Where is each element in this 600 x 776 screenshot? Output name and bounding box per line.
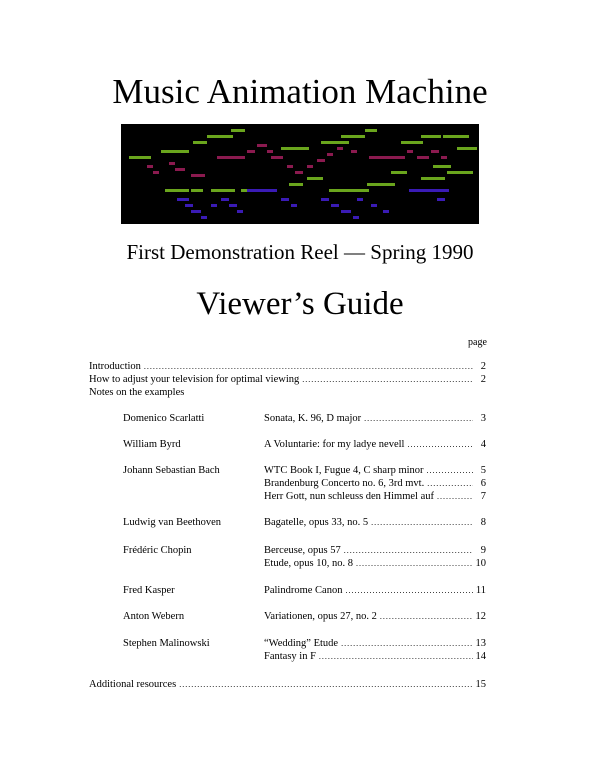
note-bar [383,210,389,213]
note-bar [211,189,235,192]
note-bar [421,135,441,138]
toc-page: 15 [475,679,486,690]
note-bar [267,150,273,153]
toc-entry-work[interactable] [264,544,486,557]
note-bar [191,189,203,192]
work-title: Berceuse, opus 57 [264,545,341,556]
work-title: Brandenburg Concerto no. 6, 3rd mvt. [264,478,425,489]
composer-name: William Byrd [123,439,181,450]
composer-name: Anton Webern [123,611,185,622]
page-column-header: page [468,337,487,348]
dot-leader [427,464,473,477]
toc-page: 10 [475,558,486,569]
dot-leader [302,373,473,386]
dot-leader [341,637,472,650]
note-bar [161,150,189,153]
note-bar [169,162,175,165]
toc-page: 13 [475,638,486,649]
toc-page: 2 [480,361,486,372]
toc-entry-work[interactable] [264,490,486,503]
toc-page: 5 [480,465,486,476]
toc-page: 3 [480,413,486,424]
toc-entry-work[interactable] [264,637,486,650]
note-bar [153,171,159,174]
composer-name: Stephen Malinowski [123,638,210,649]
subtitle: First Demonstration Reel — Spring 1990 [126,240,474,264]
work-title: Fantasy in F [264,651,316,662]
note-bar [177,198,189,201]
note-bar [443,135,469,138]
dot-leader [437,490,473,503]
toc-entry-work[interactable] [264,516,486,529]
note-bar [437,198,445,201]
note-bar [229,204,237,207]
note-bar [201,216,207,219]
note-bar [185,204,193,207]
toc-page: 2 [480,374,486,385]
note-bar [341,210,351,213]
dot-leader [371,516,473,529]
note-bar [291,204,297,207]
music-animation-image [121,124,479,224]
work-title: Etude, opus 10, no. 8 [264,558,353,569]
note-bar [367,183,395,186]
note-bar [351,150,357,153]
work-title: Herr Gott, nun schleuss den Himmel auf [264,491,435,502]
dot-leader [144,360,473,373]
note-bar [331,204,339,207]
toc-label: Introduction [89,361,141,372]
note-bar [321,141,349,144]
note-bar [191,210,201,213]
composer-name: Frédéric Chopin [123,545,192,556]
note-bar [193,141,207,144]
piano-roll-graphic [121,124,479,224]
dot-leader [319,650,473,663]
dot-leader [380,610,473,623]
note-bar [353,216,359,219]
toc-entry-work[interactable] [264,464,486,477]
note-bar [329,189,369,192]
toc-entry-notes [89,386,486,399]
composer-name: Ludwig van Beethoven [123,517,221,528]
toc-page: 7 [480,491,486,502]
dot-leader [345,584,472,597]
note-bar [391,171,407,174]
note-bar [165,189,189,192]
toc-entry-work[interactable] [264,438,486,451]
note-bar [441,156,447,159]
note-bar [369,156,405,159]
note-bar [129,156,151,159]
toc-page: 12 [475,611,486,622]
note-bar [421,177,445,180]
dot-leader [364,412,473,425]
toc-entry-work[interactable] [264,584,486,597]
note-bar [321,198,329,201]
composer-name: Domenico Scarlatti [123,413,205,424]
note-bar [357,198,363,201]
work-title: Sonata, K. 96, D major [264,413,362,424]
work-title: Bagatelle, opus 33, no. 5 [264,517,369,528]
toc-label: Additional resources [89,679,177,690]
note-bar [431,150,439,153]
note-bar [147,165,153,168]
note-bar [447,171,473,174]
toc-page: 11 [475,585,486,596]
toc-page: 9 [480,545,486,556]
toc-entry-introduction[interactable] [89,360,486,373]
note-bar [417,156,429,159]
toc-page: 14 [475,651,486,662]
toc-entry-additional-resources[interactable] [89,678,486,691]
note-bar [317,159,325,162]
guide-title: Viewer’s Guide [196,286,404,322]
work-title: Variationen, opus 27, no. 2 [264,611,377,622]
note-bar [221,198,229,201]
note-bar [371,204,377,207]
note-bar [287,165,293,168]
toc-entry-work[interactable] [264,477,486,490]
note-bar [247,189,277,192]
note-bar [307,177,323,180]
dot-leader [344,544,473,557]
note-bar [211,204,217,207]
note-bar [401,141,423,144]
work-title: Palindrome Canon [264,585,343,596]
toc-label: Notes on the examples [89,387,185,398]
note-bar [281,147,309,150]
composer-name: Johann Sebastian Bach [123,465,220,476]
note-bar [257,144,267,147]
note-bar [457,147,477,150]
note-bar [365,129,377,132]
dot-leader [356,557,473,570]
toc-entry-television[interactable] [89,373,486,386]
toc-entry-work[interactable] [264,412,486,425]
note-bar [217,156,245,159]
composer-name: Fred Kasper [123,585,175,596]
dot-leader [407,438,473,451]
note-bar [327,153,333,156]
dot-leader [427,477,473,490]
note-bar [341,135,365,138]
note-bar [295,171,303,174]
work-title: WTC Book I, Fugue 4, C sharp minor [264,465,424,476]
work-title: A Voluntarie: for my ladye nevell [264,439,405,450]
toc-entry-work[interactable] [264,557,486,570]
note-bar [409,189,449,192]
toc-page: 4 [480,439,486,450]
toc-label: How to adjust your television for optimal viewing [89,374,300,385]
note-bar [207,135,233,138]
note-bar [281,198,289,201]
note-bar [231,129,245,132]
toc-entry-work[interactable] [264,610,486,623]
toc-page: 8 [480,517,486,528]
note-bar [175,168,185,171]
note-bar [247,150,255,153]
note-bar [289,183,303,186]
note-bar [307,165,313,168]
page-title: Music Animation Machine [112,72,488,111]
note-bar [407,150,413,153]
dot-leader [179,678,472,691]
note-bar [337,147,343,150]
note-bar [191,174,205,177]
note-bar [237,210,243,213]
toc-page: 6 [480,478,486,489]
work-title: “Wedding” Etude [264,638,339,649]
note-bar [271,156,283,159]
note-bar [433,165,451,168]
toc-entry-work[interactable] [264,650,486,663]
